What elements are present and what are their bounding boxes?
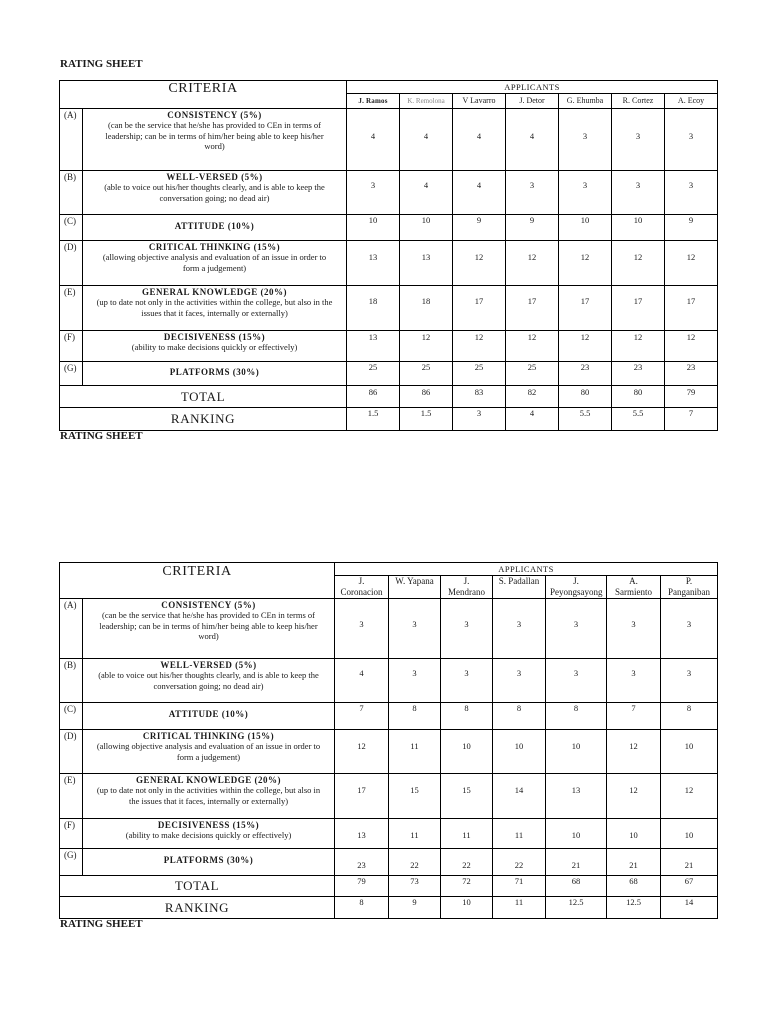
score-cell: 3 — [661, 599, 718, 659]
score-cell: 3 — [559, 109, 612, 171]
applicant-name: R. Cortez — [612, 94, 665, 109]
score-cell: 3 — [347, 171, 400, 215]
score-cell: 22 — [493, 849, 546, 876]
score-cell: 12 — [400, 331, 453, 362]
score-cell: 12 — [665, 331, 718, 362]
criterion-name: WELL-VERSED (5%) — [160, 660, 257, 670]
applicant-name: J. Mendrano — [441, 576, 493, 599]
score-cell: 9 — [506, 215, 559, 241]
criterion-letter: (D) — [60, 241, 83, 286]
criterion-description: (ability to make decisions quickly or effectively) — [125, 830, 292, 840]
score-cell: 11 — [493, 819, 546, 849]
score-cell: 4 — [400, 171, 453, 215]
score-cell: 21 — [661, 849, 718, 876]
score-cell: 12 — [607, 774, 661, 819]
score-cell: 18 — [347, 286, 400, 331]
total-label: TOTAL — [60, 386, 347, 408]
criterion-cell — [83, 774, 335, 819]
total-cell: 80 — [612, 386, 665, 408]
criterion-name: CONSISTENCY (5%) — [167, 110, 262, 120]
score-cell: 21 — [607, 849, 661, 876]
score-cell: 17 — [612, 286, 665, 331]
score-cell: 18 — [400, 286, 453, 331]
criterion-description: (able to voice out his/her thoughts clearly, and is able to keep the conversation going; no dead air) — [98, 670, 319, 691]
score-cell: 17 — [335, 774, 389, 819]
total-row — [60, 876, 718, 897]
score-cell: 4 — [506, 109, 559, 171]
applicant-name: J. Ramos — [347, 94, 400, 109]
ranking-cell: 7 — [665, 408, 718, 431]
applicant-name: J. Detor — [506, 94, 559, 109]
criterion-row — [60, 659, 718, 703]
criterion-row — [60, 599, 718, 659]
criterion-cell — [83, 819, 335, 849]
score-cell: 10 — [546, 819, 607, 849]
criterion-name: PLATFORMS (30%) — [163, 855, 254, 865]
criterion-name: CONSISTENCY (5%) — [161, 600, 256, 610]
score-cell: 10 — [607, 819, 661, 849]
score-cell: 3 — [506, 171, 559, 215]
criterion-name: GENERAL KNOWLEDGE (20%) — [142, 287, 288, 297]
criterion-letter: (B) — [60, 171, 83, 215]
total-cell: 68 — [546, 876, 607, 897]
score-cell: 12 — [559, 331, 612, 362]
total-cell: 72 — [441, 876, 493, 897]
total-cell: 82 — [506, 386, 559, 408]
score-cell: 7 — [335, 703, 389, 730]
score-cell: 11 — [389, 730, 441, 774]
score-cell: 3 — [665, 171, 718, 215]
score-cell: 21 — [546, 849, 607, 876]
score-cell: 17 — [665, 286, 718, 331]
criterion-row — [60, 819, 718, 849]
criterion-cell — [83, 215, 347, 241]
criterion-letter: (E) — [60, 286, 83, 331]
total-cell: 67 — [661, 876, 718, 897]
criterion-cell — [83, 241, 347, 286]
applicant-name: J. Peyongsayong — [546, 576, 607, 599]
criterion-description: (can be the service that he/she has provided to CEn in terms of leadership; can be in terms of him/her being able to keep his/her word) — [99, 610, 318, 641]
score-cell: 10 — [546, 730, 607, 774]
ranking-cell: 14 — [661, 897, 718, 919]
criterion-cell — [83, 659, 335, 703]
ranking-cell: 10 — [441, 897, 493, 919]
criterion-name: CRITICAL THINKING (15%) — [142, 731, 275, 741]
total-row — [60, 386, 718, 408]
criterion-row — [60, 109, 718, 171]
applicant-name: K. Remolona — [400, 94, 453, 109]
score-cell: 17 — [559, 286, 612, 331]
score-cell: 13 — [347, 331, 400, 362]
score-cell: 3 — [612, 171, 665, 215]
criterion-name: WELL-VERSED (5%) — [166, 172, 263, 182]
score-cell: 4 — [453, 171, 506, 215]
criterion-cell — [83, 703, 335, 730]
criterion-letter: (G) — [60, 362, 83, 386]
total-cell: 79 — [335, 876, 389, 897]
score-cell: 17 — [506, 286, 559, 331]
score-cell: 12 — [612, 331, 665, 362]
criterion-letter: (F) — [60, 331, 83, 362]
score-cell: 10 — [441, 730, 493, 774]
criterion-letter: (F) — [60, 819, 83, 849]
criterion-description: (able to voice out his/her thoughts clearly, and is able to keep the conversation going; no dead air) — [104, 182, 325, 203]
header-row — [60, 81, 718, 94]
criterion-cell — [83, 286, 347, 331]
score-cell: 8 — [441, 703, 493, 730]
criterion-row — [60, 215, 718, 241]
score-cell: 4 — [347, 109, 400, 171]
score-cell: 11 — [441, 819, 493, 849]
criterion-row — [60, 849, 718, 876]
header-row — [60, 563, 718, 576]
total-cell: 68 — [607, 876, 661, 897]
score-cell: 3 — [612, 109, 665, 171]
criterion-cell — [83, 362, 347, 386]
total-cell: 71 — [493, 876, 546, 897]
criterion-cell — [83, 849, 335, 876]
score-cell: 4 — [335, 659, 389, 703]
score-cell: 3 — [546, 659, 607, 703]
criterion-letter: (B) — [60, 659, 83, 703]
score-cell: 22 — [441, 849, 493, 876]
score-cell: 3 — [389, 599, 441, 659]
score-cell: 12 — [453, 331, 506, 362]
score-cell: 3 — [661, 659, 718, 703]
criterion-description: (allowing objective analysis and evaluation of an issue in order to form a judgement) — [96, 741, 321, 762]
criterion-cell — [83, 599, 335, 659]
score-cell: 10 — [661, 730, 718, 774]
criterion-letter: (E) — [60, 774, 83, 819]
score-cell: 12 — [506, 241, 559, 286]
score-cell: 12 — [661, 774, 718, 819]
score-cell: 10 — [400, 215, 453, 241]
total-cell: 80 — [559, 386, 612, 408]
score-cell: 25 — [453, 362, 506, 386]
score-cell: 10 — [612, 215, 665, 241]
criterion-letter: (C) — [60, 703, 83, 730]
criterion-cell — [83, 171, 347, 215]
criterion-row — [60, 286, 718, 331]
total-cell: 73 — [389, 876, 441, 897]
score-cell: 25 — [506, 362, 559, 386]
score-cell: 8 — [493, 703, 546, 730]
score-cell: 22 — [389, 849, 441, 876]
ranking-label: RANKING — [60, 897, 335, 919]
score-cell: 13 — [546, 774, 607, 819]
criterion-description: (ability to make decisions quickly or effectively) — [131, 342, 298, 352]
applicants-header: APPLICANTS — [335, 563, 718, 576]
score-cell: 3 — [493, 659, 546, 703]
rating-sheet-heading: RATING SHEET — [60, 58, 143, 70]
score-cell: 3 — [389, 659, 441, 703]
score-cell: 12 — [335, 730, 389, 774]
applicants-header: APPLICANTS — [347, 81, 718, 94]
score-cell: 12 — [607, 730, 661, 774]
ranking-cell: 1.5 — [400, 408, 453, 431]
score-cell: 3 — [607, 659, 661, 703]
total-cell: 79 — [665, 386, 718, 408]
ranking-row — [60, 897, 718, 919]
criterion-name: ATTITUDE (10%) — [168, 709, 249, 719]
total-cell: 83 — [453, 386, 506, 408]
score-cell: 12 — [453, 241, 506, 286]
ranking-cell: 11 — [493, 897, 546, 919]
score-cell: 3 — [493, 599, 546, 659]
total-cell: 86 — [400, 386, 453, 408]
score-cell: 13 — [400, 241, 453, 286]
criterion-cell — [83, 331, 347, 362]
score-cell: 15 — [441, 774, 493, 819]
rating-sheet-heading: RATING SHEET — [60, 430, 143, 442]
criterion-letter: (C) — [60, 215, 83, 241]
criterion-row — [60, 774, 718, 819]
score-cell: 13 — [335, 819, 389, 849]
ranking-cell: 5.5 — [559, 408, 612, 431]
rating-sheet-heading: RATING SHEET — [60, 918, 143, 930]
total-cell: 86 — [347, 386, 400, 408]
rating-table-body — [60, 81, 718, 431]
score-cell: 23 — [335, 849, 389, 876]
ranking-cell: 12.5 — [546, 897, 607, 919]
criterion-name: DECISIVENESS (15%) — [163, 332, 266, 342]
score-cell: 4 — [453, 109, 506, 171]
rating-table-2 — [59, 562, 718, 919]
score-cell: 25 — [347, 362, 400, 386]
score-cell: 3 — [546, 599, 607, 659]
criterion-description: (can be the service that he/she has provided to CEn in terms of leadership; can be in terms of him/her being able to keep his/her word) — [105, 120, 324, 151]
score-cell: 11 — [389, 819, 441, 849]
ranking-cell: 5.5 — [612, 408, 665, 431]
score-cell: 3 — [441, 599, 493, 659]
applicant-name: S. Padallan — [493, 576, 546, 599]
score-cell: 3 — [607, 599, 661, 659]
criterion-description: (up to date not only in the activities within the college, but also in the issues that it faces, internally or externally) — [96, 297, 333, 318]
score-cell: 17 — [453, 286, 506, 331]
score-cell: 10 — [661, 819, 718, 849]
criterion-row — [60, 362, 718, 386]
score-cell: 8 — [546, 703, 607, 730]
score-cell: 3 — [335, 599, 389, 659]
criterion-name: DECISIVENESS (15%) — [157, 820, 260, 830]
score-cell: 7 — [607, 703, 661, 730]
score-cell: 12 — [559, 241, 612, 286]
criterion-row — [60, 730, 718, 774]
ranking-label: RANKING — [60, 408, 347, 431]
criterion-name: ATTITUDE (10%) — [174, 220, 255, 231]
score-cell: 15 — [389, 774, 441, 819]
score-cell: 3 — [559, 171, 612, 215]
score-cell: 14 — [493, 774, 546, 819]
ranking-cell: 1.5 — [347, 408, 400, 431]
score-cell: 23 — [665, 362, 718, 386]
score-cell: 23 — [612, 362, 665, 386]
rating-table-1 — [59, 80, 718, 431]
ranking-cell: 12.5 — [607, 897, 661, 919]
applicant-name: A. Sarmiento — [607, 576, 661, 599]
score-cell: 23 — [559, 362, 612, 386]
score-cell: 8 — [389, 703, 441, 730]
score-cell: 13 — [347, 241, 400, 286]
total-label: TOTAL — [60, 876, 335, 897]
criterion-row — [60, 241, 718, 286]
criteria-header: CRITERIA — [60, 81, 347, 109]
applicant-name: V Lavarro — [453, 94, 506, 109]
ranking-cell: 3 — [453, 408, 506, 431]
criterion-letter: (D) — [60, 730, 83, 774]
score-cell: 3 — [441, 659, 493, 703]
criterion-row — [60, 703, 718, 730]
score-cell: 10 — [347, 215, 400, 241]
ranking-cell: 9 — [389, 897, 441, 919]
criterion-letter: (A) — [60, 599, 83, 659]
score-cell: 12 — [612, 241, 665, 286]
criterion-cell — [83, 730, 335, 774]
score-cell: 8 — [661, 703, 718, 730]
criterion-letter: (G) — [60, 849, 83, 876]
applicant-name: P. Panganiban — [661, 576, 718, 599]
rating-table-body — [60, 563, 718, 919]
criterion-description: (allowing objective analysis and evaluation of an issue in order to form a judgement) — [102, 252, 327, 273]
score-cell: 10 — [493, 730, 546, 774]
applicant-name: J. Coronacion — [335, 576, 389, 599]
criterion-row — [60, 171, 718, 215]
score-cell: 4 — [400, 109, 453, 171]
criterion-name: CRITICAL THINKING (15%) — [148, 242, 281, 252]
ranking-row — [60, 408, 718, 431]
criteria-header: CRITERIA — [60, 563, 335, 599]
criterion-row — [60, 331, 718, 362]
ranking-cell: 4 — [506, 408, 559, 431]
applicant-name: W. Yapana — [389, 576, 441, 599]
score-cell: 12 — [506, 331, 559, 362]
applicant-name: A. Ecoy — [665, 94, 718, 109]
criterion-name: GENERAL KNOWLEDGE (20%) — [136, 775, 282, 785]
applicant-name: G. Ehumba — [559, 94, 612, 109]
criterion-cell — [83, 109, 347, 171]
criterion-letter: (A) — [60, 109, 83, 171]
score-cell: 10 — [559, 215, 612, 241]
score-cell: 3 — [665, 109, 718, 171]
criterion-description: (up to date not only in the activities within the college, but also in the issues that it faces, internally or externally) — [96, 785, 321, 806]
ranking-cell: 8 — [335, 897, 389, 919]
score-cell: 9 — [665, 215, 718, 241]
criterion-name: PLATFORMS (30%) — [169, 366, 260, 377]
score-cell: 25 — [400, 362, 453, 386]
score-cell: 12 — [665, 241, 718, 286]
score-cell: 9 — [453, 215, 506, 241]
